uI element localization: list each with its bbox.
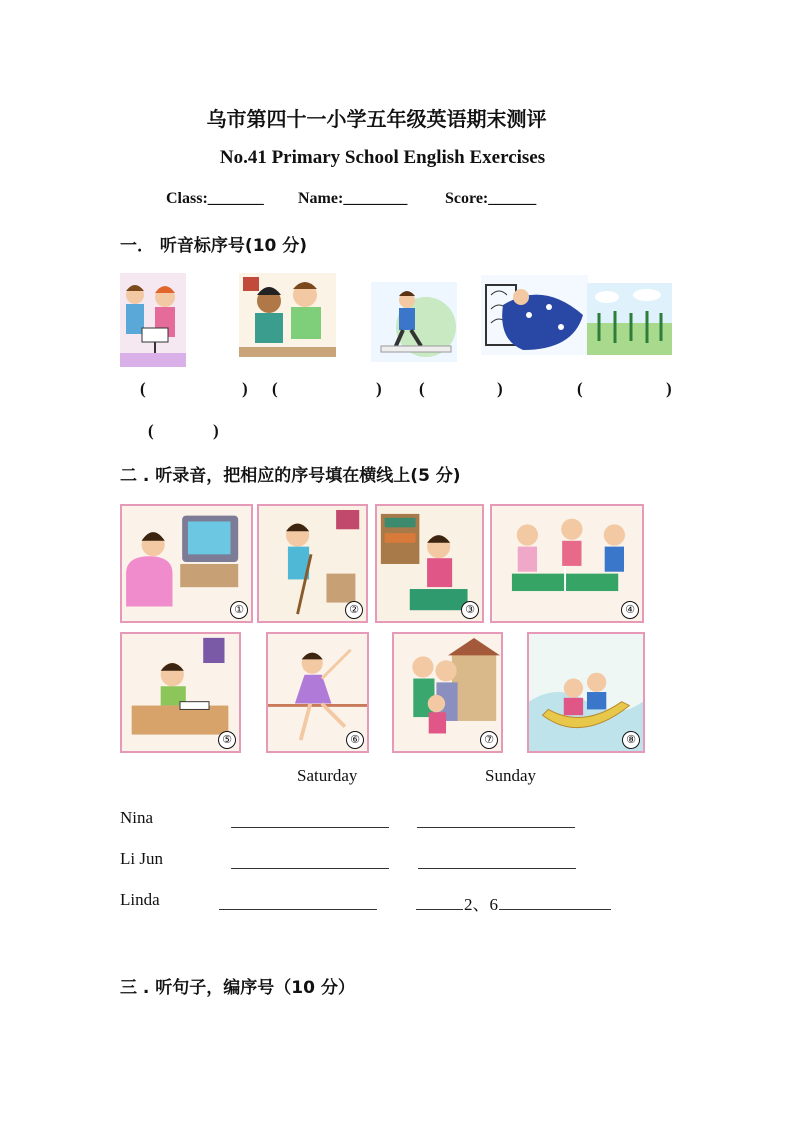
picture-2-helping-friend bbox=[239, 273, 336, 357]
student-name-li-jun: Li Jun bbox=[120, 849, 163, 868]
answer-linda-sunday-value: 2、6 bbox=[463, 890, 499, 915]
child-sleeping-image bbox=[481, 275, 588, 355]
boy-running-image bbox=[371, 282, 457, 362]
people-in-park-image bbox=[587, 283, 672, 355]
answer-paren-open-2: ( bbox=[272, 379, 278, 398]
score-field: Score:______ bbox=[445, 190, 537, 207]
picture-scene-3 bbox=[375, 504, 484, 623]
picture-scene-2 bbox=[257, 504, 368, 623]
answer-paren-close-1: ) bbox=[242, 379, 248, 398]
scene-number-6: ⑥ bbox=[346, 731, 364, 749]
class-field: Class:_______ bbox=[166, 190, 264, 207]
column-header-sunday: Sunday bbox=[485, 766, 536, 785]
answer-paren-open-1: ( bbox=[140, 379, 146, 398]
answer-paren-close-2: ) bbox=[376, 379, 382, 398]
answer-paren-open-4: ( bbox=[577, 379, 583, 398]
children-playing-ping-pong-image bbox=[492, 506, 642, 621]
page-title-chinese: 乌市第四十一小学五年级英语期末测评 bbox=[206, 107, 547, 131]
picture-scene-8 bbox=[527, 632, 645, 753]
scene-number-8: ⑧ bbox=[622, 731, 640, 749]
page-title-english: No.41 Primary School English Exercises bbox=[219, 147, 546, 168]
section-2-heading: 二 . 听录音，把相应的序号填在横线上(5 分) bbox=[120, 466, 461, 486]
scene-number-2: ② bbox=[345, 601, 363, 619]
picture-scene-5 bbox=[120, 632, 241, 753]
column-header-saturday: Saturday bbox=[297, 766, 358, 785]
name-field: Name:________ bbox=[298, 190, 408, 207]
scene-number-5: ⑤ bbox=[218, 731, 236, 749]
answer-line-lijun-sunday[interactable] bbox=[418, 867, 576, 869]
section-3-heading: 三 . 听句子，编序号（10 分） bbox=[120, 978, 355, 998]
answer-line-lijun-saturday[interactable] bbox=[231, 867, 389, 869]
picture-scene-7 bbox=[392, 632, 503, 753]
scene-number-4: ④ bbox=[621, 601, 639, 619]
answer-line-linda-sunday[interactable] bbox=[416, 908, 611, 910]
picture-scene-1 bbox=[120, 504, 253, 623]
picture-scene-4 bbox=[490, 504, 644, 623]
answer-paren-close-3: ) bbox=[497, 379, 503, 398]
answer-paren-open-5: ( bbox=[148, 421, 154, 440]
answer-paren-close-5: ) bbox=[213, 421, 219, 440]
picture-1-music-class bbox=[120, 273, 186, 367]
scene-number-7: ⑦ bbox=[480, 731, 498, 749]
scene-number-3: ③ bbox=[461, 601, 479, 619]
answer-line-nina-saturday[interactable] bbox=[231, 826, 389, 828]
picture-3-running bbox=[371, 282, 457, 362]
student-name-linda: Linda bbox=[120, 890, 160, 909]
answer-line-linda-saturday[interactable] bbox=[219, 908, 377, 910]
picture-scene-6 bbox=[266, 632, 369, 753]
answer-paren-open-3: ( bbox=[419, 379, 425, 398]
boys-helping-image bbox=[239, 273, 336, 357]
answer-line-nina-sunday[interactable] bbox=[417, 826, 575, 828]
scene-number-1: ① bbox=[230, 601, 248, 619]
student-name-nina: Nina bbox=[120, 808, 154, 827]
children-singing-image bbox=[120, 273, 186, 367]
section-1-heading: 一． 听音标序号(10 分) bbox=[120, 236, 308, 256]
picture-4-sleeping bbox=[481, 275, 588, 355]
picture-5-park bbox=[587, 283, 672, 355]
answer-paren-close-4: ) bbox=[666, 379, 672, 398]
